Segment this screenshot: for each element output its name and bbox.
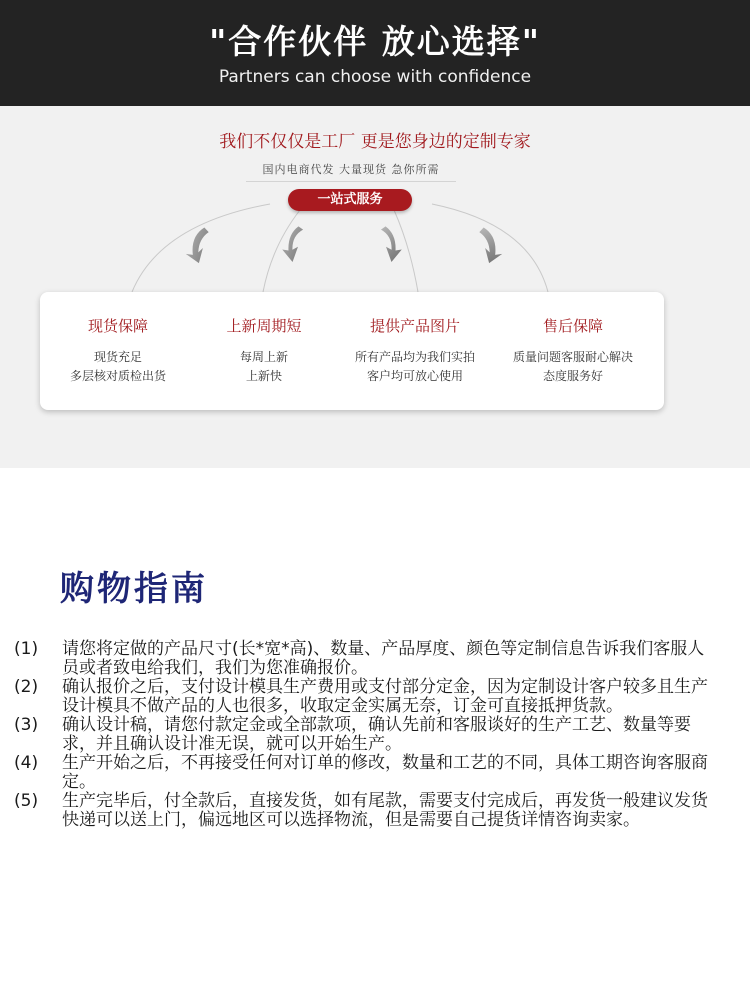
- shopping-guide-list: [14, 640, 714, 830]
- service-item: [40, 292, 196, 386]
- service-item: [495, 292, 651, 386]
- guide-item-text: 确认报价之后，支付设计模具生产费用或支付部分定金，因为定制设计客户较多且生产设计模具不做产品的人也很多，收取定金实属无奈，订金可直接抵押货款。: [62, 677, 708, 716]
- curved-arrow-icon: [279, 226, 309, 264]
- guide-item-text: 请您将定做的产品尺寸(长*宽*高)、数量、产品厚度、颜色等定制信息告诉我们客服人员或者致电给我们，我们为您准确报价。: [62, 639, 705, 678]
- service-line: 客户均可放心使用: [366, 369, 463, 383]
- guide-item-text: 生产完毕后，付全款后，直接发货，如有尾款，需要支付完成后，再发货一般建议发货快递可以送上门，偏远地区可以选择物流，但是需要自己提货详情咨询卖家。: [62, 791, 708, 830]
- service-section: [0, 106, 750, 468]
- curved-arrow-icon: [376, 226, 406, 264]
- one-stop-service-pill: 一站式服务: [288, 189, 412, 211]
- header-subtitle: Partners can choose with confidence: [218, 67, 532, 87]
- service-line: 现货充足: [93, 350, 142, 364]
- header-title: "合作伙伴 放心选择": [209, 22, 541, 61]
- guide-item: [14, 678, 714, 716]
- arc-left: [132, 204, 270, 292]
- sub-slogan: 国内电商代发 大量现货 急你所需: [246, 162, 456, 182]
- connector-arcs: [0, 106, 750, 468]
- service-line: 上新快: [245, 369, 282, 383]
- guide-item-number: (3): [14, 715, 39, 735]
- service-card: [40, 292, 664, 410]
- service-line: 多层核对质检出货: [69, 369, 166, 383]
- guide-item-text: 确认设计稿，请您付款定金或全部款项，确认先前和客服谈好的生产工艺、数量等要求，并且确认设计准无误，就可以开始生产。: [62, 715, 691, 754]
- service-title: 现货保障: [87, 317, 148, 335]
- guide-item: [14, 792, 714, 830]
- service-item: [337, 292, 493, 386]
- curved-arrow-icon: [179, 227, 219, 267]
- guide-item: [14, 754, 714, 792]
- service-line: 每周上新: [239, 350, 288, 364]
- curved-arrow-icon: [469, 227, 509, 267]
- service-title: 提供产品图片: [369, 317, 460, 335]
- header-banner: [0, 0, 750, 106]
- guide-item-number: (4): [14, 753, 39, 773]
- service-line: 所有产品均为我们实拍: [354, 350, 475, 364]
- guide-item: [14, 640, 714, 678]
- service-line: 态度服务好: [542, 369, 603, 383]
- service-title: 上新周期短: [226, 317, 302, 335]
- guide-item-number: (1): [14, 639, 39, 659]
- guide-item-text: 生产开始之后，不再接受任何对订单的修改，数量和工艺的不同，具体工期咨询客服商定。: [62, 753, 708, 792]
- guide-item-number: (5): [14, 791, 39, 811]
- guide-item-number: (2): [14, 677, 39, 697]
- service-title: 售后保障: [542, 317, 603, 335]
- shopping-guide-title: 购物指南: [60, 569, 208, 609]
- slogan: 我们不仅仅是工厂 更是您身边的定制专家: [219, 132, 531, 152]
- service-line: 质量问题客服耐心解决: [512, 350, 633, 364]
- guide-item: [14, 716, 714, 754]
- service-item: [186, 292, 342, 386]
